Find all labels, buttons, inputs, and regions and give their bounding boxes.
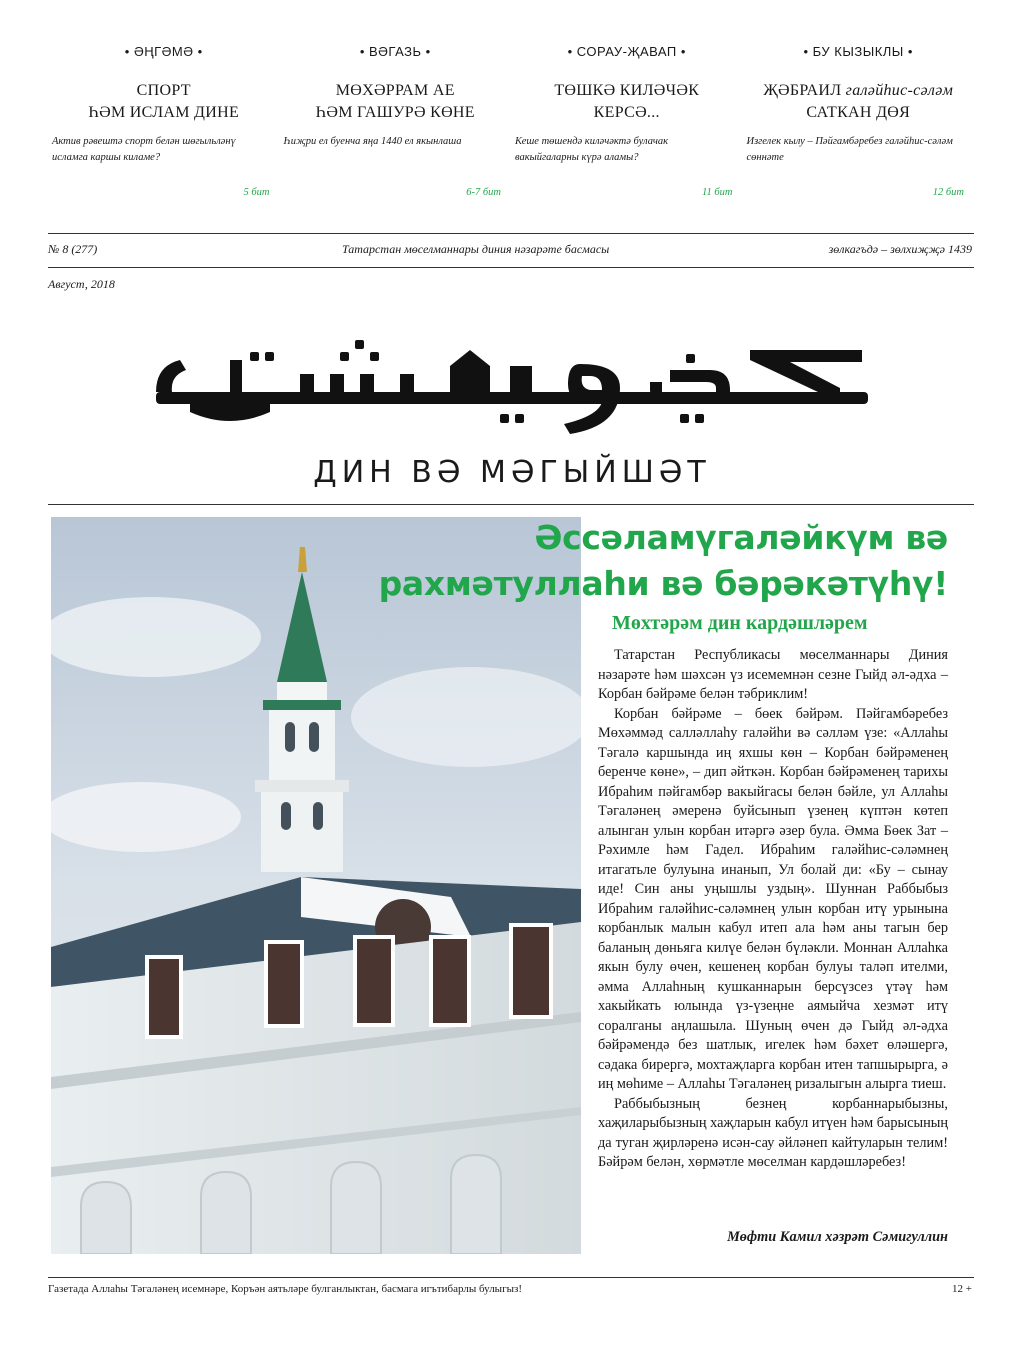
teaser-headline: МӨХӘРРАМ АЕ ҺӘМ ГАШУРӘ КӨНЕ — [315, 82, 475, 121]
article-address: Мөхтәрәм дин кардәшләрем — [612, 612, 868, 634]
article-paragraph: Корбан бәйрәме – бөек бәйрәм. Пәйгамбәребез Мөхәммәд салләллаһу галәйһи вә сәлләм үзе: «Аллаһы Тәгалә каршында иң яхшы көн – Корбан бәйрәменең беренче көне», – дип әйткән. Корбан бәйрәменең тарихы Ибраһим пәйгамбәр вакыйгасы белән бәйле, ул Аллаһы Тәгаләнең әмеренә буйсынып үзенең күптән көтеп алынган улын корбан итәргә әзер була. Әмма Бөек Зат – Рәхимле һәм Гадел. Ибраһим галәйһис-сәләмнең итагатьле булуына инанып, Ул болай ди: «Бу – сынау иде! Син аны уңышлы уздың». Шуннан Раббыбыз Ибраһим галәйһис-сәләмнең улын корбан итү урынына корбанлык малын кабул итеп ала һәм аны тагын бер баланың дөньяга килүе белән бүләкли. Моннан Аллаһка якын булу өчен, кешенең корбан булуы таләп ителми, әмма Аллаһның кушканнарын берсүзсез үтәү һәм хакыйкать юлында үз-үзеңне аямыйча хезмәт итү соралганы аңлашыла. Шуның өчен дә Гыйд әл-әдха бәйрәмендә без шатлык, игелек һәм бәхет өләшергә, сәдака бирергә, мохтаҗларга корбан итен тапшырырга, ә иң мөһиме – Аллаһы Тәгаләнең ризалыгын алырга тиеш. — [598, 705, 948, 1092]
issue-date: Август, 2018 — [48, 277, 115, 291]
article-body — [598, 646, 948, 1173]
article-signature: Мөфти Камил хәзрәт Сәмигуллин — [727, 1229, 948, 1245]
calligraphy-logo-icon — [150, 330, 874, 440]
teaser-page-ref[interactable]: 6-7 бит — [466, 187, 501, 198]
hijri-date: зөлкагъдә – зөлхиҗҗә 1439 — [828, 242, 972, 256]
teaser-page-ref[interactable]: 5 бит — [243, 187, 270, 198]
teaser-page-ref[interactable]: 12 бит — [932, 187, 964, 198]
mosque-photo — [51, 517, 581, 1254]
teaser-description: Кеше төшендә киләчәктә булачак вакыйгаларны күрә аламы? — [515, 136, 669, 163]
publisher-line: Татарстан мөселманнары диния нәзарәте басмасы — [342, 242, 610, 256]
teaser-row — [48, 44, 974, 204]
teaser-interview[interactable] — [48, 44, 280, 204]
teaser-page-ref[interactable]: 11 бит — [702, 187, 733, 198]
mosque-image-icon — [51, 517, 581, 1254]
teaser-sermon[interactable] — [280, 44, 512, 204]
teaser-interesting[interactable] — [743, 44, 975, 204]
teaser-rubric: • ӘҢГӘМӘ • — [124, 44, 203, 59]
teaser-description: Актив рәвештә спорт белән шөгыльләнү исламга каршы киламе? — [52, 136, 236, 163]
masthead-logo — [150, 330, 874, 440]
masthead-subtitle: ДИН ВӘ МӘГЫЙШӘТ — [313, 455, 711, 490]
age-rating-badge: 12 + — [952, 1283, 972, 1295]
greeting-headline: Әссәламүгаләйкүм вә рахмәтуллаһи вә бәрәкәтүһү! — [378, 518, 948, 603]
top-rule — [48, 233, 974, 234]
teaser-rubric: • ВӘГАЗЬ • — [359, 44, 431, 59]
masthead-rule — [48, 504, 974, 505]
teaser-headline: ТӨШКӘ КИЛӘЧӘК КЕРСӘ... — [554, 82, 700, 121]
teaser-headline: СПОРТ ҺӘМ ИСЛАМ ДИНЕ — [88, 82, 240, 121]
strip-rule — [48, 267, 974, 268]
teaser-description: Изгелек кылу – Пәйгамбәребез галәйһис-сәләм сөннәте — [746, 136, 953, 163]
footer-rule — [48, 1277, 974, 1278]
teaser-qa[interactable] — [511, 44, 743, 204]
article-paragraph: Раббыбызның безнең корбаннарыбызны, хаҗиларыбызның хаҗларын кабул итүен һәм барысының да туган җирләренә исән-сау әйләнеп кайтуларын телим! Бәйрәм белән, хөрмәтле мөселман кардәшләребез! — [598, 1095, 948, 1170]
teaser-rubric: • СОРАУ-ҖАВАП • — [567, 44, 686, 59]
issue-strip — [48, 238, 974, 262]
article-paragraph: Татарстан Республикасы мөселманнары Диния нәзарәте һәм шәхсән үз исемемнән сезне Гыйд әл-әдха – Корбан бәйрәме белән тәбриклим! — [598, 647, 948, 702]
footer-note: Газетада Аллаһы Тәгаләнең исемнәре, Коръән аятьләре булганлыктан, басмага игътибарлы булыгыз! — [48, 1283, 522, 1295]
teaser-description: Һиҗри ел буенча яңа 1440 ел якынлаша — [283, 136, 462, 147]
teaser-rubric: • БУ КЫЗЫКЛЫ • — [803, 44, 913, 59]
teaser-headline: ҖӘБРАИЛ галәйһис-сәләм САТКАН ДӨЯ — [763, 82, 954, 121]
issue-number: № 8 (277) — [48, 242, 98, 256]
